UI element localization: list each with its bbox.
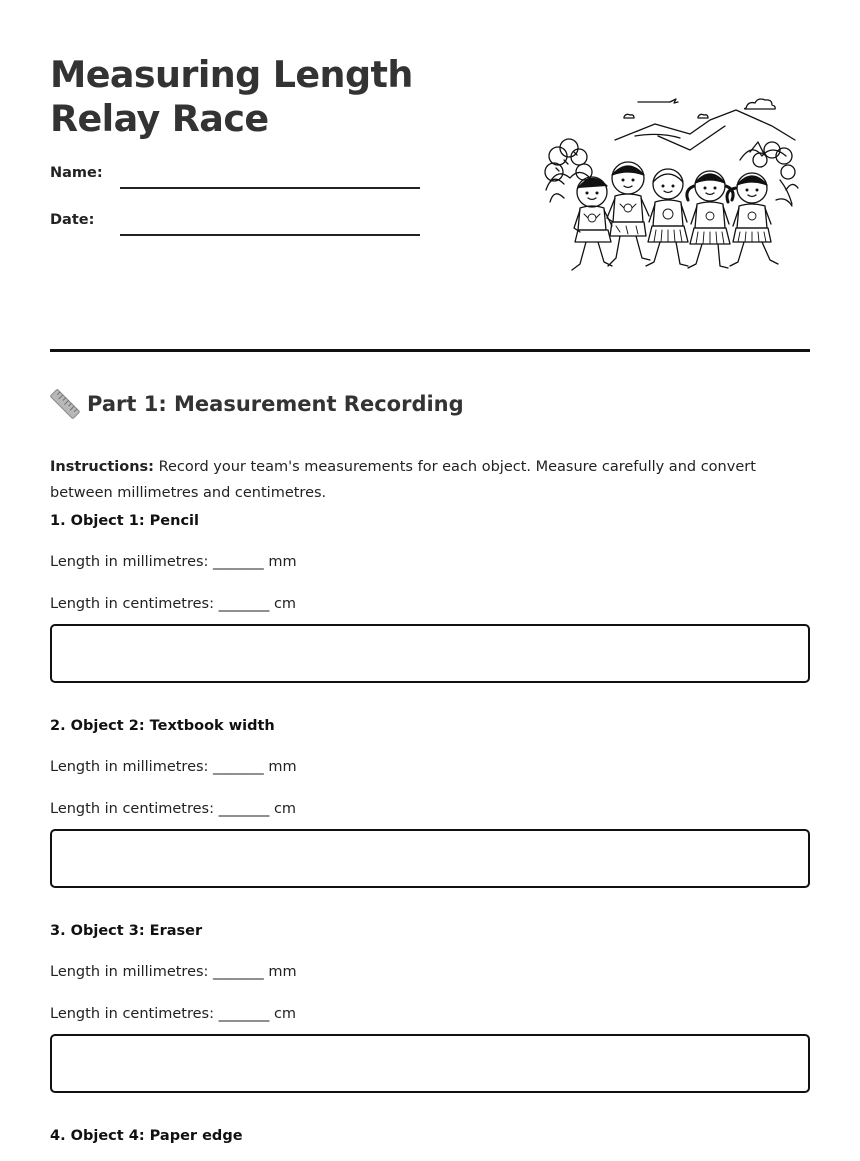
object-heading: 2. Object 2: Textbook width [50,718,275,734]
name-label: Name: [50,165,103,181]
part1-title: Part 1: Measurement Recording [87,392,464,416]
object-heading: 3. Object 3: Eraser [50,923,203,939]
instructions-label: Instructions: [50,458,154,475]
children-relay-race-illustration [540,90,800,290]
cm-measurement-line: Length in centimetres: _______ cm [50,1006,297,1022]
mm-measurement-line: Length in millimetres: _______ mm [50,554,297,570]
answer-box[interactable] [50,829,810,888]
worksheet-page [50,0,810,1144]
answer-box[interactable] [50,624,810,683]
date-field [50,210,420,236]
object-heading: 1. Object 1: Pencil [50,513,199,529]
cm-measurement-line: Length in centimetres: _______ cm [50,801,297,817]
mm-measurement-line: Length in millimetres: _______ mm [50,759,297,775]
date-write-line[interactable] [120,234,420,236]
page-title: Measuring Length Relay Race [50,53,413,140]
cm-measurement-line: Length in centimetres: _______ cm [50,596,297,612]
name-write-line[interactable] [120,187,420,189]
name-field [50,163,420,189]
worksheet-header [50,0,810,352]
header-divider [50,349,810,352]
ruler-icon [50,389,80,419]
instructions-paragraph [50,454,810,506]
mm-measurement-line: Length in millimetres: _______ mm [50,964,297,980]
part1-heading [50,389,464,419]
date-label: Date: [50,212,95,228]
answer-box[interactable] [50,1034,810,1093]
object-heading: 4. Object 4: Paper edge [50,1128,243,1144]
instructions-text: Record your team's measurements for each object. Measure carefully and convert between millimetres and centimetres. [50,458,756,501]
